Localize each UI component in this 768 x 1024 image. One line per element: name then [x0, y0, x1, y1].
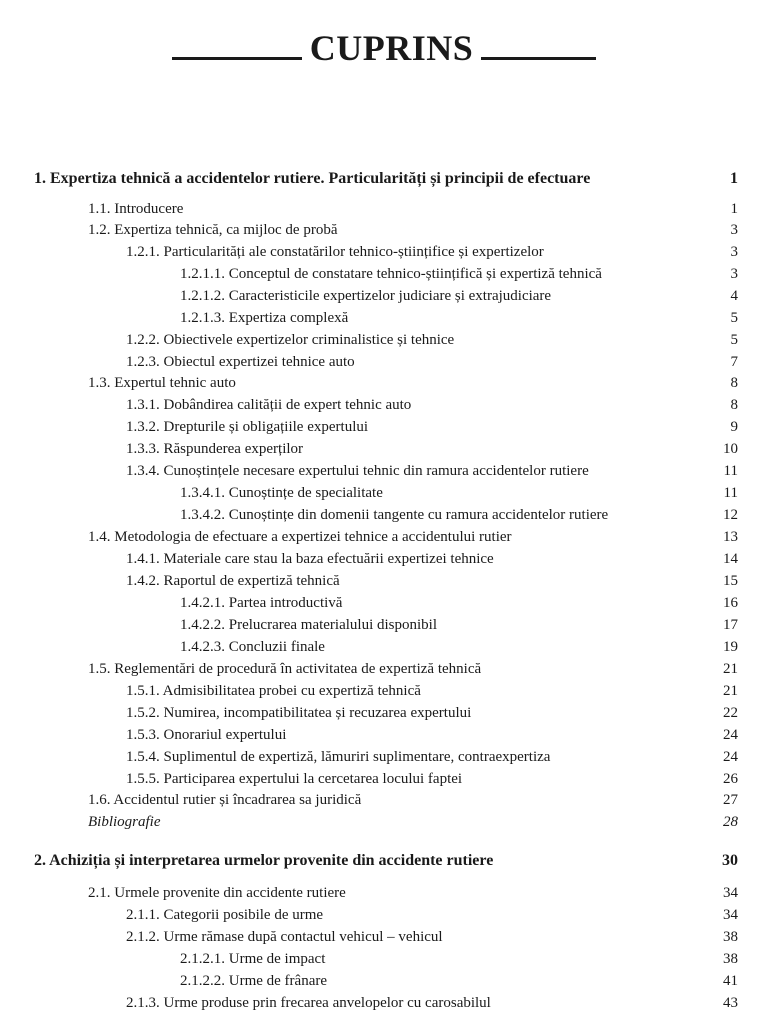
- toc-page-number: 10: [723, 441, 738, 457]
- toc-entry-row: [0, 614, 768, 636]
- toc-entry-row: [0, 636, 768, 658]
- toc-entry-title: 1.4.2. Raportul de expertiză tehnică: [126, 573, 340, 589]
- toc-page-number: 41: [723, 973, 738, 989]
- toc-page-number: 13: [723, 529, 738, 545]
- toc-page-number: 3: [730, 222, 738, 238]
- toc-page-number: 1: [730, 201, 738, 217]
- toc-page-number: 7: [730, 354, 738, 370]
- toc-page-number: 15: [723, 573, 738, 589]
- toc-page-number: 4: [730, 288, 738, 304]
- toc-page-number: 12: [723, 507, 738, 523]
- toc-entry-row: [0, 882, 768, 904]
- toc-entry-row: [0, 904, 768, 926]
- toc-entry-title: 1.6. Accidentul rutier și încadrarea sa juridică: [88, 792, 362, 808]
- toc-entry-row: [0, 680, 768, 702]
- toc-page-number: 16: [723, 595, 738, 611]
- toc-entry-title: 1.3.4.2. Cunoștințe din domenii tangente cu ramura accidentelor rutiere: [180, 507, 609, 523]
- toc-entry-title: 1.3.4. Cunoștințele necesare expertului tehnic din ramura accidentelor rutiere: [126, 463, 589, 479]
- toc-entry-row: [0, 768, 768, 790]
- toc-entry-title: 1.2.1.3. Expertiza complexă: [180, 310, 349, 326]
- toc-entry-title: 1.4.1. Materiale care stau la baza efectuării expertizei tehnice: [126, 551, 494, 567]
- toc-page-number: 24: [723, 727, 738, 743]
- toc-page-number: 8: [730, 397, 738, 413]
- toc-page-number: 34: [723, 907, 738, 923]
- toc-entry-row: [0, 592, 768, 614]
- toc-entry-row: [0, 263, 768, 285]
- toc-entry-row: [0, 526, 768, 548]
- toc-entry-title: 2. Achiziția și interpretarea urmelor provenite din accidente rutiere: [34, 852, 494, 869]
- toc-entry-title: 2.1.3. Urme produse prin frecarea anvelopelor cu carosabilul: [126, 995, 491, 1011]
- toc-entry-title: 1.3. Expertul tehnic auto: [88, 375, 236, 391]
- toc-entry-title: 1.2.1.2. Caracteristicile expertizelor judiciare și extrajudiciare: [180, 288, 552, 304]
- toc-entry-title: 2.1.2.1. Urme de impact: [180, 951, 326, 967]
- toc-page-number: 1: [730, 170, 738, 187]
- toc-chapter-row: [0, 850, 768, 872]
- toc-entry-row: [0, 198, 768, 220]
- toc-page-number: 14: [723, 551, 738, 567]
- toc-page-number: 38: [723, 929, 738, 945]
- toc-entry-row: [0, 372, 768, 394]
- toc-entry-title: 1.5.3. Onorariul expertului: [126, 727, 287, 743]
- toc-entry-row: [0, 658, 768, 680]
- toc-entry-title: 2.1.2.2. Urme de frânare: [180, 973, 328, 989]
- toc-entry-row: [0, 416, 768, 438]
- toc-page-number: 8: [730, 375, 738, 391]
- toc-entry-row: [0, 482, 768, 504]
- toc-entry-row: [0, 460, 768, 482]
- toc-chapter-row: [0, 168, 768, 190]
- toc-page-number: 11: [723, 463, 738, 479]
- toc-page-number: 26: [723, 771, 738, 787]
- toc-entry-row: [0, 438, 768, 460]
- toc-entry-row: [0, 992, 768, 1014]
- toc-entry-row: [0, 746, 768, 768]
- toc-entry-title: 1.5. Reglementări de procedură în activitatea de expertiză tehnică: [88, 661, 482, 677]
- toc-entry-title: 1.3.3. Răspunderea experților: [126, 441, 304, 457]
- toc-entry-row: [0, 351, 768, 373]
- toc-entry-title: 1.3.2. Drepturile și obligațiile expertului: [126, 419, 369, 435]
- toc-page-number: 5: [730, 310, 738, 326]
- toc-entry-row: [0, 811, 768, 833]
- toc-entry-title: 2.1.1. Categorii posibile de urme: [126, 907, 324, 923]
- toc-page-number: 21: [723, 661, 738, 677]
- toc-entry-row: [0, 329, 768, 351]
- toc-entry-title: 1.5.1. Admisibilitatea probei cu expertiză tehnică: [126, 683, 421, 699]
- toc-entry-title: 1.5.4. Suplimentul de expertiză, lămuriri suplimentare, contraexpertiza: [126, 749, 551, 765]
- title-rule-left: [172, 57, 302, 60]
- toc-page-number: 38: [723, 951, 738, 967]
- toc-entry-row: [0, 394, 768, 416]
- toc-page-number: 9: [730, 419, 738, 435]
- toc-page-number: 3: [730, 266, 738, 282]
- toc-entry-title: 1.4.2.1. Partea introductivă: [180, 595, 343, 611]
- toc-entry-title: 2.1.2. Urme rămase după contactul vehicul – vehicul: [126, 929, 443, 945]
- toc-entry-title: 1.4. Metodologia de efectuare a expertizei tehnice a accidentului rutier: [88, 529, 512, 545]
- toc-entry-row: [0, 504, 768, 526]
- toc-page-number: 22: [723, 705, 738, 721]
- toc-entry-title: Bibliografie: [88, 814, 161, 830]
- toc-page-number: 34: [723, 885, 738, 901]
- toc-page-number: 30: [722, 852, 738, 869]
- toc-entry-row: [0, 724, 768, 746]
- toc-page-number: 24: [723, 749, 738, 765]
- toc-page-number: 43: [723, 995, 738, 1011]
- title-rule-right: [481, 57, 596, 60]
- toc-page-number: 21: [723, 683, 738, 699]
- toc-entry-title: 1.3.4.1. Cunoștințe de specialitate: [180, 485, 383, 501]
- toc-entry-row: [0, 219, 768, 241]
- toc-entry-title: 1.2. Expertiza tehnică, ca mijloc de probă: [88, 222, 338, 238]
- toc-entry-title: 1.3.1. Dobândirea calității de expert tehnic auto: [126, 397, 412, 413]
- toc-entry-title: 1.2.1. Particularități ale constatărilor tehnico-științifice și expertizelor: [126, 244, 544, 260]
- toc-page-number: 3: [730, 244, 738, 260]
- toc-entry-row: [0, 548, 768, 570]
- toc-entry-row: [0, 926, 768, 948]
- page-header: [0, 28, 768, 68]
- toc-page-number: 5: [730, 332, 738, 348]
- toc-entry-row: [0, 570, 768, 592]
- toc-entry-title: 2.1. Urmele provenite din accidente rutiere: [88, 885, 346, 901]
- toc-entry-title: 1.5.5. Participarea expertului la cercetarea locului faptei: [126, 771, 463, 787]
- toc-entry-title: 1. Expertiza tehnică a accidentelor rutiere. Particularități și principii de efectuare: [34, 170, 591, 187]
- toc-entry-row: [0, 948, 768, 970]
- toc-entry-title: 1.4.2.3. Concluzii finale: [180, 639, 325, 655]
- toc-page-number: 11: [723, 485, 738, 501]
- toc-entry-title: 1.5.2. Numirea, incompatibilitatea și recuzarea expertului: [126, 705, 472, 721]
- toc-entry-row: [0, 307, 768, 329]
- toc-entry-title: 1.2.2. Obiectivele expertizelor criminalistice și tehnice: [126, 332, 455, 348]
- toc-entry-row: [0, 970, 768, 992]
- page-title: CUPRINS: [309, 28, 474, 68]
- toc-page-number: 27: [723, 792, 738, 808]
- toc-entry-row: [0, 241, 768, 263]
- toc-page-number: 17: [723, 617, 738, 633]
- toc-entry-title: 1.1. Introducere: [88, 201, 184, 217]
- toc-entry-row: [0, 285, 768, 307]
- toc-entry-row: [0, 789, 768, 811]
- toc-page-number: 19: [723, 639, 738, 655]
- toc-entry-title: 1.2.3. Obiectul expertizei tehnice auto: [126, 354, 355, 370]
- toc-entry-title: 1.4.2.2. Prelucrarea materialului disponibil: [180, 617, 438, 633]
- toc-entry-row: [0, 702, 768, 724]
- toc-page-number: 28: [723, 814, 738, 830]
- toc-entry-title: 1.2.1.1. Conceptul de constatare tehnico-științifică și expertiză tehnică: [180, 266, 602, 282]
